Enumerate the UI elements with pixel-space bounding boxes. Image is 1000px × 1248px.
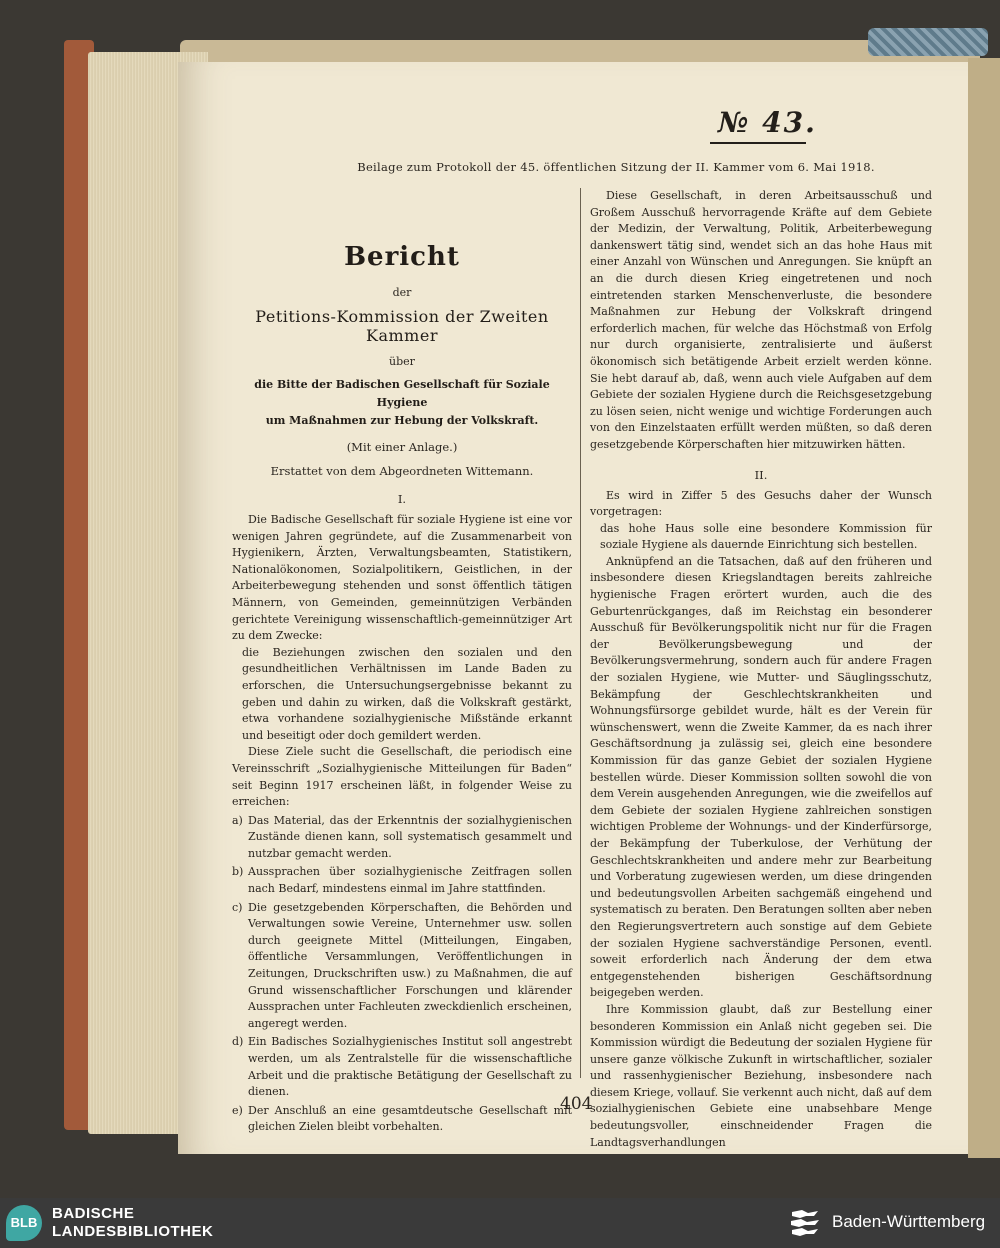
column-divider xyxy=(580,188,581,1078)
right-column xyxy=(590,188,932,1151)
quoted-purpose: die Beziehungen zwischen den sozialen und den gesundheitlichen Verhältnissen im Lande Baden zu erforschen, die Untersuchungsergebnisse bekannt zu geben und dahin zu wirken, daß die Volkskraft gestärkt, etwa vorhandene sozialhygienische Mißstände erkannt und beseitigt oder doch gemildert werden. xyxy=(242,645,572,742)
library-footer xyxy=(0,1198,1000,1248)
quoted-wish: das hohe Haus solle eine besondere Kommission für soziale Hygiene als dauernde Einrichtung sich bestellen. xyxy=(600,521,932,552)
reporter-line: Erstattet von dem Abgeordneten Wittemann. xyxy=(270,464,534,478)
section-heading-I: I. xyxy=(397,492,407,506)
list-item: b) Aussprachen über sozialhygienische Zeitfragen sollen nach Bedarf, mindestens einmal im Jahre stattfinden. xyxy=(232,865,572,896)
list-item: c) Die gesetzgebenden Körperschaften, die Behörden und Verwaltungen sowie Vereine, Unternehmer usw. sollen durch geeignete Mittel (Mitteilungen, Eingaben, öffentliche Versammlungen, Veröffentlichungen in Zeitungen, Druckschriften usw.) zu Maßnahmen, die auf Grund wissenschaftlicher Forschungen und klärender Aussprachen unter Fachleuten zweckdienlich erscheinen, angeregt werden. xyxy=(232,900,572,1030)
title-der: der xyxy=(392,286,412,299)
protocol-subtitle: Beilage zum Protokoll der 45. öffentlichen Sitzung der II. Kammer vom 6. Mai 1918. xyxy=(357,160,875,174)
bw-lions-icon xyxy=(788,1206,822,1240)
request-title xyxy=(232,376,572,430)
paragraph: Ihre Kommission glaubt, daß zur Bestellung einer besonderen Kommission ein Anlaß nicht gegeben sei. Die Kommission würdigt die Bedeutung der sozialen Hygiene für unsere ganze völkische Zukunft in wirtschaftlicher, sozialer und rassenhygienischer Beziehung, insbesondere nach diesem Kriege, vollauf. Sie verkennt auch nicht, daß auf dem sozialhygienischen Gebiete eine unabsehbare Menge bedeutungsvoller, einschneidender Fragen die Landtagsverhandlungen xyxy=(590,1002,932,1149)
list-item: e) Der Anschluß an eine gesamtdeutsche Gesellschaft mit gleichen Zielen bleibt vorbehalten. xyxy=(232,1103,572,1134)
document-page xyxy=(178,62,968,1154)
request-line-2: um Maßnahmen zur Hebung der Volkskraft. xyxy=(265,414,539,427)
section-heading-II: II. xyxy=(754,467,768,482)
paragraph: Diese Gesellschaft, in deren Arbeitsausschuß und Großem Ausschuß hervorragende Kräfte auf dem Gebiete der Medizin, der Verwaltung, Politik, Arbeiterbewegung dankenswert tätig sind, wendet sich an das hohe Haus mit einer Anzahl von Wünschen und Anregungen. Sie knüpft an an die durch diesen Krieg eingetretenen und noch eintretenden starken Menschenverluste, die besondere Maßnahmen zur Hebung der Volkskraft dringend erforderlich machen, für welche das Höchstmaß von Erfolg nur durch organisierte, zentralisierte und äußerst ökonomisch sich betätigende Arbeit erzielt werden könne. Sie hebt darauf ab, daß, wenn auch viele Aufgaben auf dem Gebiete der sozialen Hygiene durch die Reichsgesetzgebung zu lösen seien, nicht wenige und wichtige Forderungen auch von den Einzelstaaten erfüllt werden müßten, so daß deren gesetzgebende Körperschaften hier mitzuwirken hätten. xyxy=(590,189,932,451)
blb-line-2: LANDESBIBLIOTHEK xyxy=(52,1223,214,1240)
book-right-edge xyxy=(968,58,1000,1158)
paragraph: Es wird in Ziffer 5 des Gesuchs daher der Wunsch vorgetragen: xyxy=(590,488,932,519)
book-strap xyxy=(868,28,988,56)
report-title: Bericht xyxy=(344,242,460,272)
number-underline xyxy=(710,142,806,144)
paragraph: Diese Ziele sucht die Gesellschaft, die periodisch eine Vereinsschrift „Sozialhygienische Mitteilungen für Baden“ seit Beginn 1917 erscheinen läßt, in folgender Weise zu erreichen: xyxy=(232,745,572,809)
request-line-1: die Bitte der Badischen Gesellschaft für Soziale Hygiene xyxy=(254,378,550,409)
paragraph: Anknüpfend an die Tatsachen, daß auf den früheren und insbesondere diesen Kriegslandtagen bereits zahlreiche hygienische Fragen erörtert wurden, auch die des Geburtenrückganges, daß im Reichstag ein besonderer Ausschuß für Bevölkerungspolitik nicht nur für die Fragen der Bevölkerungsbewegung und der Bevölkerungsvermehrung, sondern auch für andere Fragen der sozialen Hygiene, wie Mutter- und Säuglingsschutz, Bekämpfung der Geschlechtskrankheiten und Wohnungsfürsorge gebildet wurde, hält es der Verein für wünschenswert, wenn die Zweite Kammer, da es nach ihrer Geschäftsordnung ja zulässig sei, gleich eine besondere Kommission für das ganze Gebiet der sozialen Hygiene bestellen würde. Dieser Kommission sollten sowohl die von dem Verein ausgehenden Anregungen, wie die zweifellos auf dem Gebiete der sozialen Hygiene zahlreichen sonstigen wichtigen Probleme der Wohnungs- und der Kinderfürsorge, der Bekämpfung der Tuberkulose, der Verhütung der Geschlechtskrankheiten und andere mehr zur Bearbeitung und Vorberatung zugewiesen werden, um diese dringenden und bedeutungsvollen Arbeiten sachgemäß eingehend und systematisch zu beraten. Den Beratungen sollten aber neben den Regierungsvertretern auch sonstige auf dem Gebiete der sozialen Hygiene sachverständige Personen, eventl. soweit erforderlich nach Änderung der dem etwa entgegenstehenden bisherigen Geschäftsordnung beigegeben werden. xyxy=(590,554,932,1000)
blb-name[interactable] xyxy=(52,1205,213,1241)
page-number: 404 xyxy=(560,1094,593,1114)
bw-name[interactable]: Baden-Württemberg xyxy=(832,1212,986,1231)
commission-name: Petitions-Kommission der Zweiten Kammer xyxy=(255,307,549,345)
list-item: a) Das Material, das der Erkenntnis der sozialhygienischen Zustände dienen kann, soll systematisch gesammelt und nutzbar gemacht werden. xyxy=(232,813,572,860)
paragraph: Die Badische Gesellschaft für soziale Hygiene ist eine vor wenigen Jahren gegründete, auf die Zusammenarbeit von Hygienikern, Ärzten, Verwaltungsbeamten, Statistikern, Nationalökonomen, Sozialpolitikern, Geistlichen, in der Arbeiterbewegung stehenden und sonst öffentlich tätigen Männern, von Gemeinden, gemeinnützigen Verbänden gerichtete Vereinigung wissenschaftlich-gemeinnütziger Art zu dem Zwecke: xyxy=(232,513,572,643)
title-ueber: über xyxy=(389,355,415,368)
left-column xyxy=(232,242,572,1136)
blb-logo-icon[interactable]: BLB xyxy=(6,1205,42,1241)
blb-line-1: BADISCHE xyxy=(52,1205,135,1222)
document-number: № 43. xyxy=(718,106,817,139)
annex-note: (Mit einer Anlage.) xyxy=(346,440,458,454)
list-item: d) Ein Badisches Sozialhygienisches Institut soll angestrebt werden, um als Zentralstelle für die wissenschaftliche Arbeit und die praktische Betätigung der Gesellschaft zu dienen. xyxy=(232,1035,572,1099)
